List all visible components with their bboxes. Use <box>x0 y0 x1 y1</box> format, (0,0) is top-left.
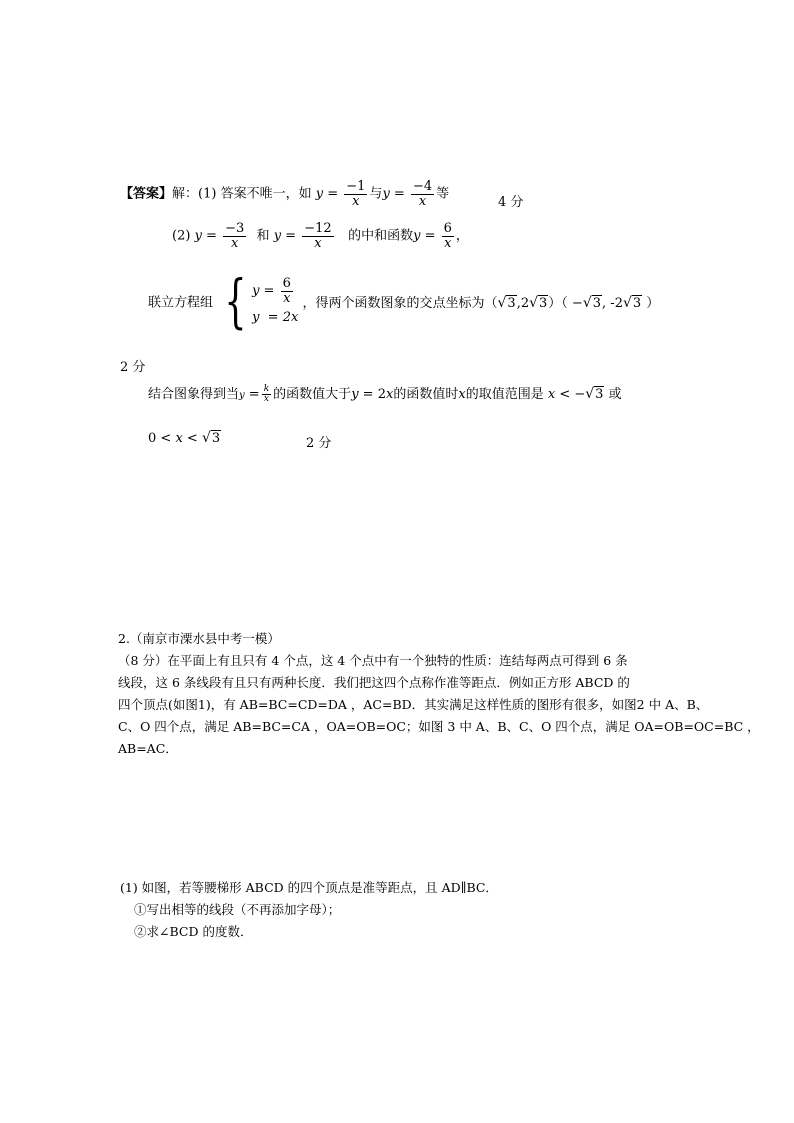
part2-label: (2) <box>172 228 191 244</box>
q2-line-3: 四个顶点(如图1)，有 AB=BC=CD=DA ，AC=BD．其实满足这样性质的图形有很多，如图2 中 A、B、 <box>118 697 709 712</box>
fraction-6-over-x-sys: $\frac{6}{x}$ <box>282 276 291 306</box>
answer-line-1: 【答案】解：(1) 答案不唯一，如 y = $\frac{-1}{x}$ 与y = $\frac{-4}{x}$ 等 <box>120 179 450 209</box>
q2-sub-1: (1) 如图，若等腰梯形 ABCD 的四个顶点是准等距点，且 AD∥BC． <box>120 880 498 895</box>
answer-tag: 【答案】 <box>120 186 173 202</box>
combine-prefix: 结合图象得到当 <box>148 387 240 402</box>
answer-line-2: (2) y = $\frac{-3}{x}$ 和 y = $\frac{-12}{x}$ 的中和函数y = $\frac{6}{x}$ ， <box>172 221 469 251</box>
conj-yu: 与 <box>369 186 383 202</box>
score-2a: 2 分 <box>120 360 146 375</box>
comma: ， <box>455 228 469 244</box>
combine-mid2: 的函数值时 <box>393 387 459 402</box>
fraction-neg1-over-x: $\frac{-1}{x}$ <box>346 179 366 209</box>
combine-mid1: 的函数值大于 <box>273 387 352 402</box>
q2-line-5: AB=AC． <box>118 741 178 756</box>
answer-line-combine: 结合图象得到当y = $\frac{k}{x}$ 的函数值大于y = 2x的函数值时x的取值范围是 x < −√3 或 <box>148 383 622 404</box>
intersection-text: ，得两个函数图象的交点坐标为（ <box>302 295 498 311</box>
equation-system: { y = $\frac{6}{x}$ y = 2x <box>224 267 299 335</box>
fraction-neg3-over-x: $\frac{-3}{x}$ <box>225 221 245 251</box>
score-2b: 2 分 <box>306 436 332 451</box>
q2-sub-1b: ②求∠BCD 的度数． <box>134 924 253 939</box>
fraction-neg12-over-x: $\frac{-12}{x}$ <box>304 221 332 251</box>
word-or: 或 <box>608 387 622 402</box>
q2-line-1: （8 分）在平面上有且只有 4 个点，这 4 个点中有一个独特的性质：连结每两点可得到 6 条 <box>118 653 628 668</box>
answer-range-2: 0 < x < √3 <box>148 430 221 446</box>
q2-header: 2.（南京市溧水县中考一模） <box>118 631 280 646</box>
combine-mid3: 的取值范围是 <box>465 387 544 402</box>
score-4: 4 分 <box>498 195 524 210</box>
system-label: 联立方程组 <box>148 295 214 311</box>
answer-line-3: 联立方程组 { y = $\frac{6}{x}$ y = 2x ，得两个函数图象的交点坐标为（√3,2√3）（ −√3, -2√3 ） <box>148 267 660 335</box>
word-deng: 等 <box>436 186 450 202</box>
fraction-neg4-over-x: $\frac{-4}{x}$ <box>412 179 433 209</box>
q2-line-4: C、O 四个点，满足 AB=BC=CA ，OA=OB=OC；如图 3 中 A、B、C、O 四个点，满足 OA=OB=OC=BC ， <box>118 719 760 734</box>
q2-line-2: 线段，这 6 条线段有且只有两种长度．我们把这四个点称作准等距点．例如正方形 ABCD 的 <box>118 675 630 690</box>
middle-text: 的中和函数 <box>348 228 414 244</box>
conj-he: 和 <box>256 228 270 244</box>
eq-2x: 2x <box>282 309 299 325</box>
answer-part1-prefix: 解：(1) 答案不唯一，如 <box>172 186 312 202</box>
q2-sub-1a: ①写出相等的线段（不再添加字母）； <box>134 902 341 917</box>
fraction-6-over-x: $\frac{6}{x}$ <box>443 221 452 251</box>
fraction-k-over-x: $\frac{k}{x}$ <box>263 383 270 404</box>
